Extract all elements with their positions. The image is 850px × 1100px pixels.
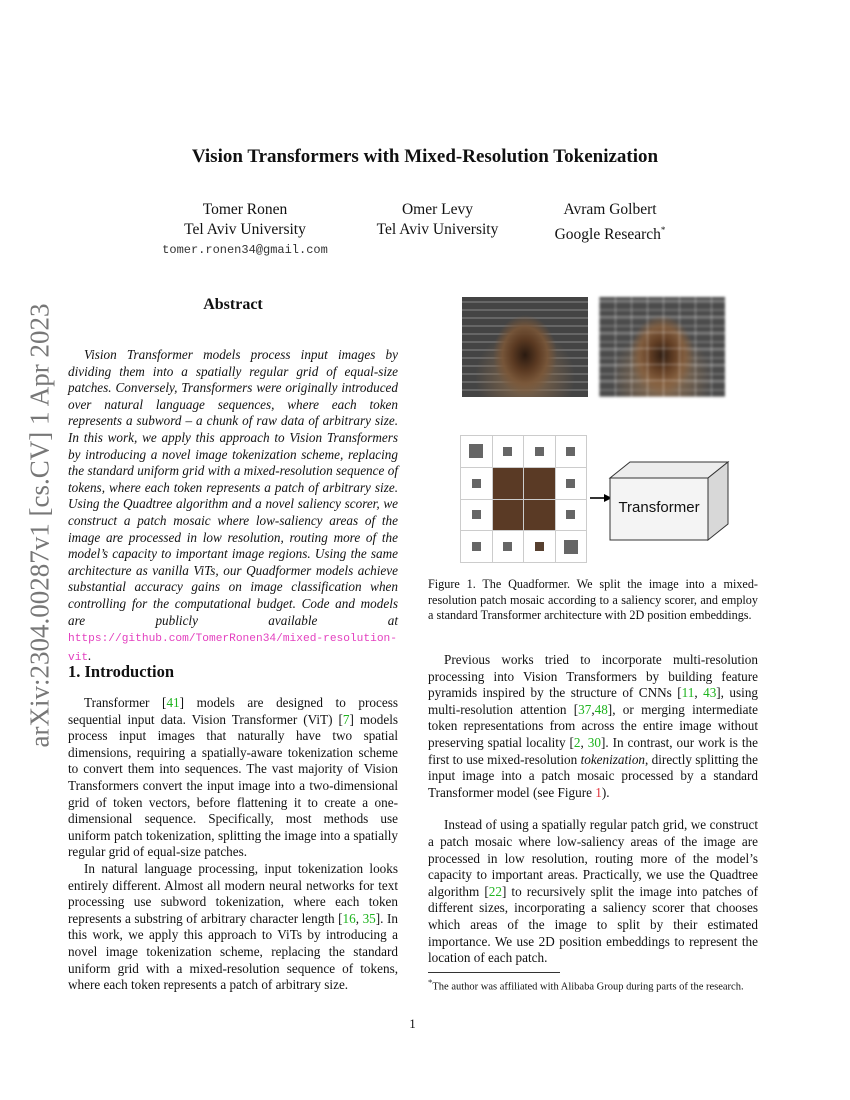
author-affiliation: Tel Aviv University bbox=[376, 221, 499, 238]
footnote-rule bbox=[428, 972, 560, 973]
abstract-body bbox=[68, 347, 398, 666]
text: , bbox=[355, 910, 363, 926]
paper-title: Vision Transformers with Mixed-Resolution Tokenization bbox=[191, 146, 659, 167]
author-email[interactable]: tomer.ronen34@gmail.com bbox=[162, 243, 328, 257]
text: ] models process input images that naturally have two spatial dimensions, requiring a spatially-aware tokenization scheme to convert them into sequences. The vast majority of Vision Transformers convert the input image into a two-dimensional grid of token vectors, before flattening it to create a one-dimensional sequence. Specifically, most methods use uniform patch tokenization, splitting the image into a spatially regular grid of equal-size patches. bbox=[68, 711, 398, 860]
text: , bbox=[591, 701, 595, 717]
patch-mosaic bbox=[460, 435, 587, 563]
figure-ref-link[interactable]: 1 bbox=[595, 784, 602, 800]
text: Transformer [ bbox=[84, 695, 167, 710]
intro-paragraph-3 bbox=[428, 652, 758, 801]
citation-link[interactable]: 30 bbox=[587, 734, 601, 750]
footnote-mark: * bbox=[660, 225, 666, 235]
text: ] to recursively split the image into patches of different sizes, incorporating a saliency scorer that chooses which areas of the image to split by their estimated importance. We use 2D position embeddings to represent the location of each patch. bbox=[428, 883, 759, 966]
abstract-text: Vision Transformer models process input images by dividing them into a spatially regular grid of equal-size patches. Conversely, Transformers were originally introduced over natural language sequences, where each token represents a subword – a chunk of raw data of arbitrary size. In this work, we apply this approach to Vision Transformers by introducing a novel image tokenization scheme, replacing the standard uniform grid with a mixed-resolution sequence of tokens, where each token represents a patch of arbitrary size. Using the Quadtree algorithm and a novel saliency scorer, we construct a patch mosaic where low-saliency areas of the image are processed in low resolution, routing more of the model’s capacity to important image regions. Using the same architecture as vanilla ViTs, our Quadformer models achieve substantial accuracy gains on image classification when controlling for the computational budget. Code and models are publicly available at bbox=[68, 347, 398, 628]
code-url-link[interactable]: https://github.com/TomerRonen34/mixed-resolution-vit bbox=[68, 633, 397, 664]
citation-link[interactable]: 2 bbox=[573, 734, 581, 750]
author-name: Tomer Ronen bbox=[202, 201, 288, 218]
citation-link[interactable]: 22 bbox=[488, 883, 502, 899]
text: , directly splitting the input image into a patch mosaic processed by a standard Transformer model (see Figure bbox=[428, 751, 758, 800]
author-1 bbox=[140, 200, 350, 260]
footnote-text: The author was affiliated with Alibaba Group during parts of the research. bbox=[432, 981, 744, 993]
intro-right-column bbox=[428, 652, 758, 967]
dog-photo-with-grid bbox=[599, 297, 725, 397]
citation-link[interactable]: 37 bbox=[578, 701, 592, 717]
emphasis: tokenization bbox=[580, 751, 646, 767]
page-number: 1 bbox=[409, 1016, 416, 1031]
footnote bbox=[428, 977, 768, 993]
text: In natural language processing, input tokenization looks entirely different. Almost all modern neural networks for text processing use subword tokenization, where each token represents a substring of arbitrary character length [ bbox=[68, 860, 398, 926]
text: ). bbox=[601, 784, 610, 800]
intro-left-column bbox=[68, 695, 398, 994]
citation-link[interactable]: 35 bbox=[362, 910, 376, 926]
transformer-label: Transformer bbox=[618, 499, 700, 516]
text: ] models are designed to process sequential input data. Vision Transformer (ViT) [ bbox=[68, 695, 398, 727]
abstract-heading: Abstract bbox=[203, 296, 263, 313]
text: ], or merging intermediate token representations from across the entire image without preserving spatial locality [ bbox=[428, 701, 758, 750]
citation-link[interactable]: 43 bbox=[703, 685, 717, 701]
citation-link[interactable]: 11 bbox=[681, 685, 695, 701]
intro-heading: 1. Introduction bbox=[68, 662, 175, 681]
citation-link[interactable]: 16 bbox=[342, 910, 356, 926]
author-3 bbox=[540, 200, 680, 245]
footnote-mark: * bbox=[428, 977, 433, 987]
citation-link[interactable]: 48 bbox=[594, 701, 608, 717]
period: . bbox=[88, 647, 92, 663]
arxiv-stamp: arXiv:2304.00287v1 [cs.CV] 1 Apr 2023 bbox=[24, 303, 55, 748]
citation-link[interactable]: 7 bbox=[342, 711, 350, 727]
author-name: Avram Golbert bbox=[563, 201, 657, 218]
author-affiliation bbox=[540, 220, 680, 245]
text: Instead of using a spatially regular patch grid, we construct a patch mosaic where low-saliency areas of the image are processed in low resolution, routing more of the model’s capacity to important areas. Practically, we use the Quadtree algorithm [ bbox=[428, 817, 758, 899]
intro-paragraph-4 bbox=[428, 817, 758, 966]
figure-caption: Figure 1. The Quadformer. We split the image into a mixed-resolution patch mosaic according to a saliency scorer, and employ a standard Transformer architecture with 2D position embeddings. bbox=[428, 577, 758, 623]
text: , bbox=[580, 734, 588, 750]
citation-link[interactable]: 41 bbox=[166, 695, 180, 710]
intro-paragraph-2 bbox=[68, 861, 398, 994]
text: ], using multi-resolution attention [ bbox=[428, 685, 759, 717]
author-affiliation: Tel Aviv University bbox=[184, 221, 306, 238]
affiliation-text: Google Research bbox=[554, 226, 661, 244]
dog-photo-original bbox=[462, 297, 588, 397]
author-name: Omer Levy bbox=[401, 201, 473, 218]
author-2 bbox=[360, 200, 515, 240]
text: Previous works tried to incorporate multi-resolution processing into Vision Transformers by building feature pyramids inspired by the structure of CNNs [ bbox=[428, 652, 758, 701]
intro-paragraph-1 bbox=[68, 695, 398, 861]
text: , bbox=[694, 685, 704, 701]
text: ]. In this work, we apply this approach to ViTs by introducing a novel image tokenization scheme, replacing the standard uniform grid with a mixed-resolution sequence of tokens, where each token represents a patch of arbitrary size. bbox=[68, 910, 398, 993]
text: ]. In contrast, our work is the first to use mixed-resolution bbox=[428, 734, 759, 767]
